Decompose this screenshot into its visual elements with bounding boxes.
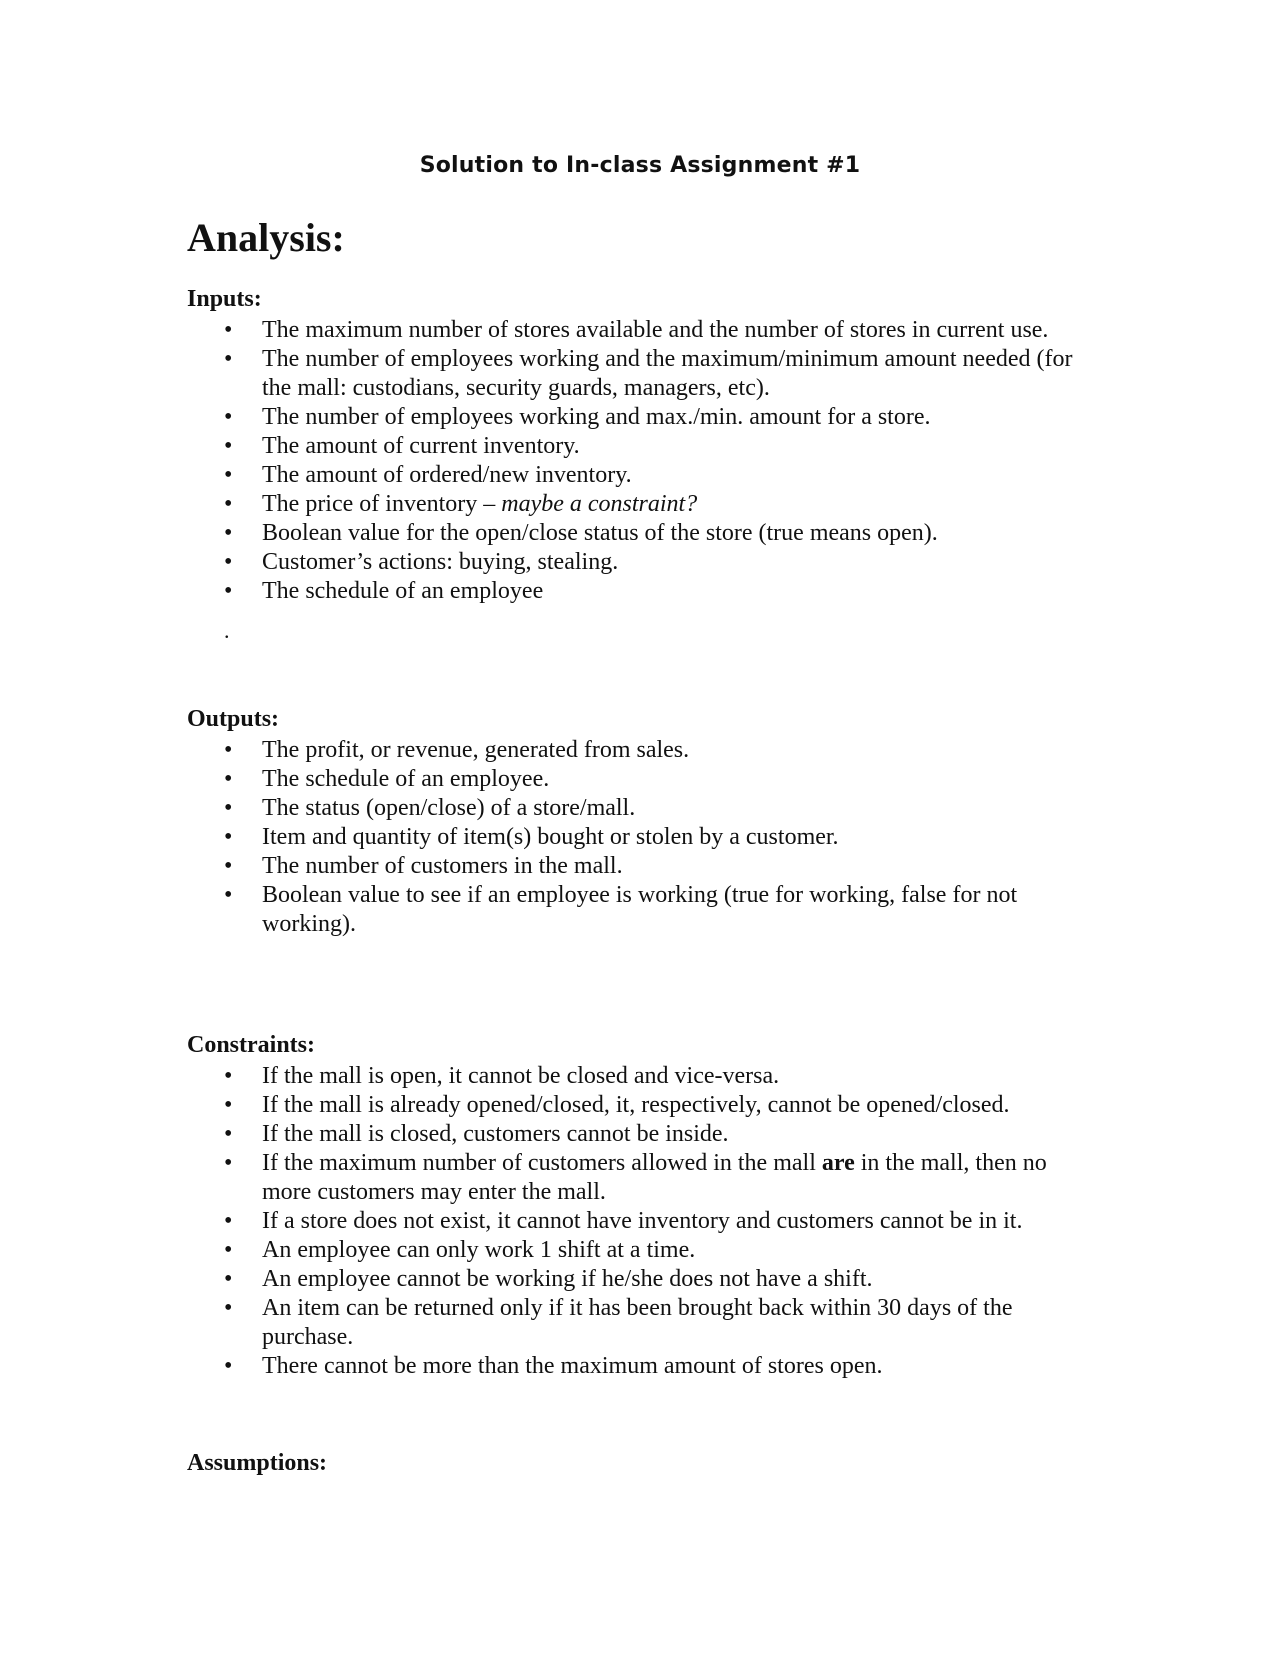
list-item: • Boolean value for the open/close status of the store (true means open).: [187, 519, 1087, 548]
list-item: • The number of employees working and max./min. amount for a store.: [187, 403, 1087, 432]
inputs-heading: Inputs:: [187, 286, 262, 312]
constraints-list: [187, 1062, 1087, 1381]
list-item: • The amount of current inventory.: [187, 432, 1087, 461]
list-item: • If the mall is already opened/closed, it, respectively, cannot be opened/closed.: [187, 1091, 1087, 1120]
inputs-list: [187, 316, 1087, 606]
constraints-heading: Constraints:: [187, 1032, 316, 1058]
list-item-bold: are: [821, 1150, 855, 1176]
stray-mark: .: [224, 618, 230, 643]
list-item: • The status (open/close) of a store/mall.: [187, 794, 1087, 823]
list-item-emphasis: maybe a constraint?: [501, 491, 698, 517]
list-item: [187, 1149, 1087, 1207]
list-item: • Boolean value to see if an employee is working (true for working, false for not working).: [187, 881, 1087, 939]
list-item-text: The price of inventory –: [262, 491, 502, 517]
list-item: • If the mall is closed, customers cannot be inside.: [187, 1120, 1087, 1149]
list-item: • The schedule of an employee: [187, 577, 1087, 606]
list-item: • An item can be returned only if it has been brought back within 30 days of the purchase.: [187, 1294, 1087, 1352]
list-item: • The number of employees working and the maximum/minimum amount needed (for the mall: custodians, security guards, managers, etc).: [187, 345, 1087, 403]
list-item: • An employee can only work 1 shift at a time.: [187, 1236, 1087, 1265]
list-item: • Item and quantity of item(s) bought or stolen by a customer.: [187, 823, 1087, 852]
list-item: • If the mall is open, it cannot be closed and vice-versa.: [187, 1062, 1087, 1091]
outputs-list: [187, 736, 1087, 939]
analysis-heading: Analysis:: [187, 215, 345, 260]
list-item: • The schedule of an employee.: [187, 765, 1087, 794]
assumptions-heading: Assumptions:: [187, 1450, 328, 1476]
list-item-text: in the mall, then no more customers may enter the mall.: [262, 1150, 1047, 1205]
list-item: • An employee cannot be working if he/she does not have a shift.: [187, 1265, 1087, 1294]
list-item: • The amount of ordered/new inventory.: [187, 461, 1087, 490]
list-item: • The number of customers in the mall.: [187, 852, 1087, 881]
outputs-heading: Outputs:: [187, 706, 280, 732]
list-item: • There cannot be more than the maximum amount of stores open.: [187, 1352, 1087, 1381]
list-item: • The profit, or revenue, generated from sales.: [187, 736, 1087, 765]
list-item: [187, 490, 1087, 519]
page-title: Solution to In-class Assignment #1: [419, 153, 861, 178]
list-item-text: If the maximum number of customers allowed in the mall: [262, 1150, 822, 1176]
list-item: • Customer’s actions: buying, stealing.: [187, 548, 1087, 577]
list-item: • If a store does not exist, it cannot have inventory and customers cannot be in it.: [187, 1207, 1087, 1236]
list-item: • The maximum number of stores available and the number of stores in current use.: [187, 316, 1087, 345]
